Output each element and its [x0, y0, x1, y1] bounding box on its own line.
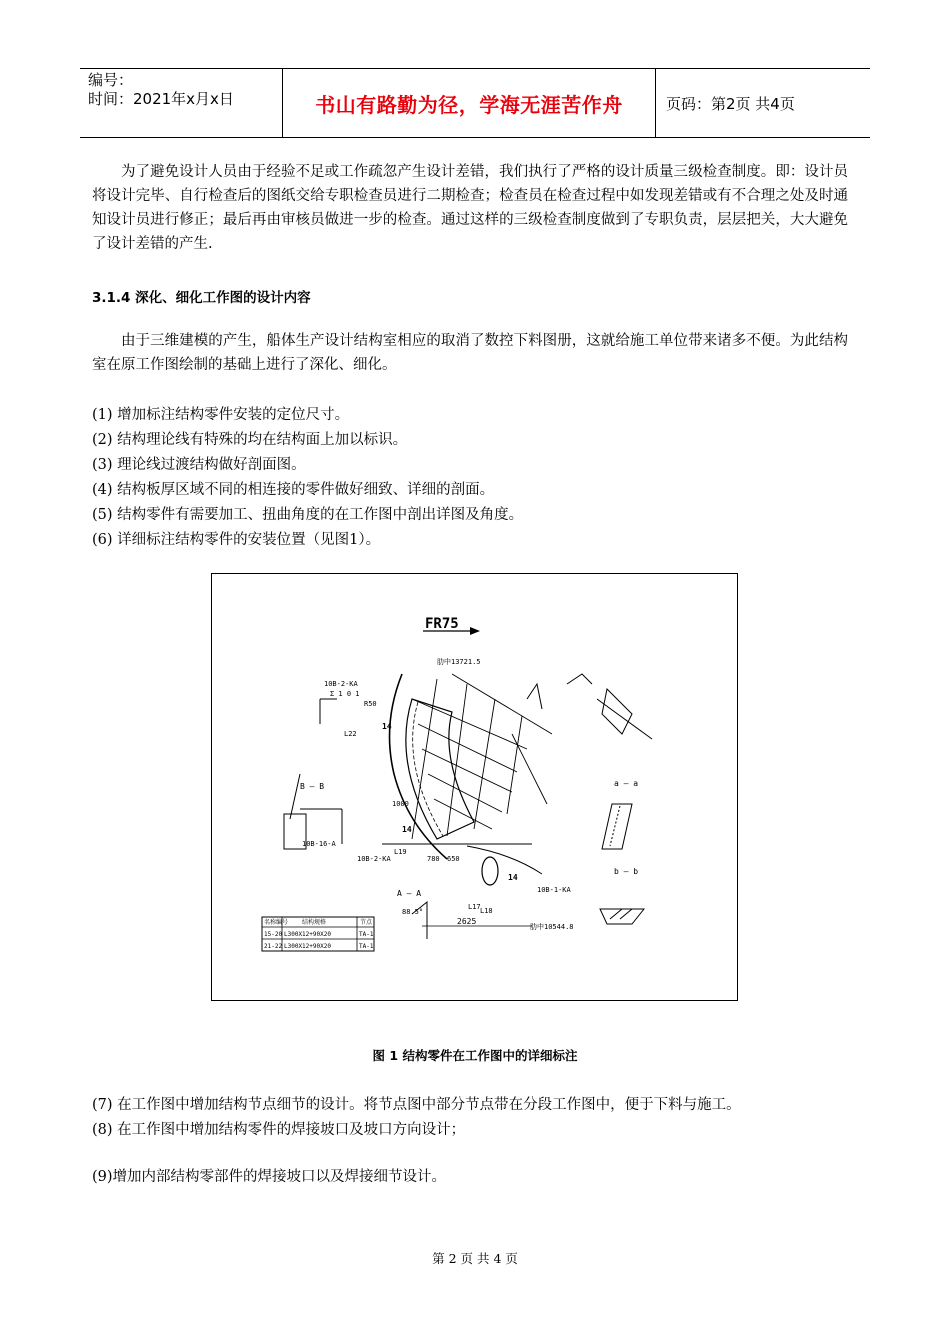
list-item: (2) 结构理论线有特殊的均在结构面上加以标识。 [92, 432, 408, 448]
curved-bulkhead-inner [413, 702, 443, 836]
table-cell: 21-22 [264, 943, 283, 950]
list-item: (3) 理论线过渡结构做好剖面图。 [92, 457, 306, 473]
list-item: (5) 结构零件有需要加工、扭曲角度的在工作图中剖出详图及角度。 [92, 507, 524, 523]
section-right-mid [602, 804, 632, 849]
header-motto: 书山有路勤为径，学海无涯苦作舟 [282, 69, 656, 137]
fr-label: FR75 [425, 616, 459, 632]
paragraph-refinement: 由于三维建模的产生，船体生产设计结构室相应的取消了数控下料图册，这就给施工单位带来诸多不便。为此结构室在原工作图绘制的基础上进行了深化、细化。 [92, 333, 848, 373]
table-cell: TA-1 [359, 931, 374, 938]
table-cell: TA-1 [359, 943, 374, 950]
list-item: (6) 详细标注结构零件的安装位置（见图1）。 [92, 532, 381, 548]
dim-2625: 2625 [457, 917, 477, 926]
stiffener-l17: L17 [468, 903, 481, 911]
table-header-cell: 节点 [360, 919, 373, 926]
drawing-canvas [212, 574, 736, 999]
plate-thickness-2: 14 [402, 825, 412, 834]
dim-650: 650 [447, 855, 460, 863]
stiffener-l18: L18 [480, 907, 493, 915]
section-bb-right-title: b — b [614, 867, 639, 876]
header-page-label: 页码：第2页 共4页 [666, 94, 795, 113]
table-cell: 15-20 [264, 931, 283, 938]
fr-arrow-head [470, 627, 480, 635]
table-header-cell: 结构规格 [302, 919, 327, 926]
section-title: 3.1.4 深化、细化工作图的设计内容 [92, 290, 311, 306]
dim-780: 780 [427, 855, 440, 863]
scale-label-a: Σ 1 0 1 [330, 690, 360, 698]
part-label-a2: 10B-2-KA [357, 855, 391, 863]
part-label-b: 10B-1-KA [537, 886, 571, 894]
section-aa-right-title: a — a [614, 779, 639, 788]
stiffener-l22: L22 [344, 730, 357, 738]
fr-dist-1: 肋中13721.5 [437, 658, 481, 666]
stiffener-grid [412, 674, 552, 839]
engineering-drawing-figure [211, 573, 738, 1001]
list-item: (7) 在工作图中增加结构节点细节的设计。将节点图中部分节点带在分段工作图中，便于下料与施工。 [92, 1097, 741, 1113]
section-right-bottom [600, 909, 644, 924]
section-bb-left [284, 699, 342, 849]
parts-table [262, 917, 374, 951]
list-item: (4) 结构板厚区域不同的相连接的零件做好细致、详细的剖面。 [92, 482, 495, 498]
list-item: (8) 在工作图中增加结构零件的焊接坡口及坡口方向设计； [92, 1122, 466, 1138]
dim-1000: 1000 [392, 800, 409, 808]
table-header-cell: 名称编号 [264, 919, 289, 926]
page-header [80, 68, 870, 138]
figure-caption: 图 1 结构零件在工作图中的详细标注 [372, 1048, 578, 1063]
table-cell: L300X12+90X20 [284, 943, 331, 950]
part-label-a: 10B-2-KA [324, 680, 358, 688]
section-aa-title: A — A [397, 889, 422, 898]
part-label-c: 10B-16-A [302, 840, 336, 848]
bottom-curve [467, 846, 542, 874]
radius-r50: R50 [364, 700, 377, 708]
section-right-top [527, 674, 652, 739]
list-item: (9)增加内部结构零部件的焊接坡口以及焊接细节设计。 [92, 1169, 447, 1185]
lightening-hole [482, 857, 498, 885]
header-meta [80, 69, 282, 137]
list-item: (1) 增加标注结构零件安装的定位尺寸。 [92, 407, 350, 423]
page-footer: 第 2 页 共 4 页 [432, 1251, 518, 1266]
plate-thickness-3: 14 [508, 873, 518, 882]
doc-date-label: 时间：2021年x月x日 [88, 90, 234, 108]
doc-number-label: 编号： [88, 71, 134, 89]
paragraph-quality-check: 为了避免设计人员由于经验不足或工作疏忽产生设计差错，我们执行了严格的设计质量三级检查制度。即：设计员将设计完毕、自行检查后的图纸交给专职检查员进行二期检查；检查员在检查过程中如发现差错或有不合理之处及时通知设计员进行修正；最后再由审核员做进一步的检查。通过这样的三级检查制度做到了专职负责，层层把关，大大避免了设计差错的产生. [92, 164, 848, 252]
plate-thickness-1: 14 [382, 722, 392, 731]
table-cell: L300X12+90X20 [284, 931, 331, 938]
angle-label: 88.5° [402, 908, 424, 916]
stiffener-l19: L19 [394, 848, 407, 856]
section-bb-title: B — B [300, 782, 325, 791]
fr-dist-2: 肋中10544.8 [530, 923, 574, 931]
